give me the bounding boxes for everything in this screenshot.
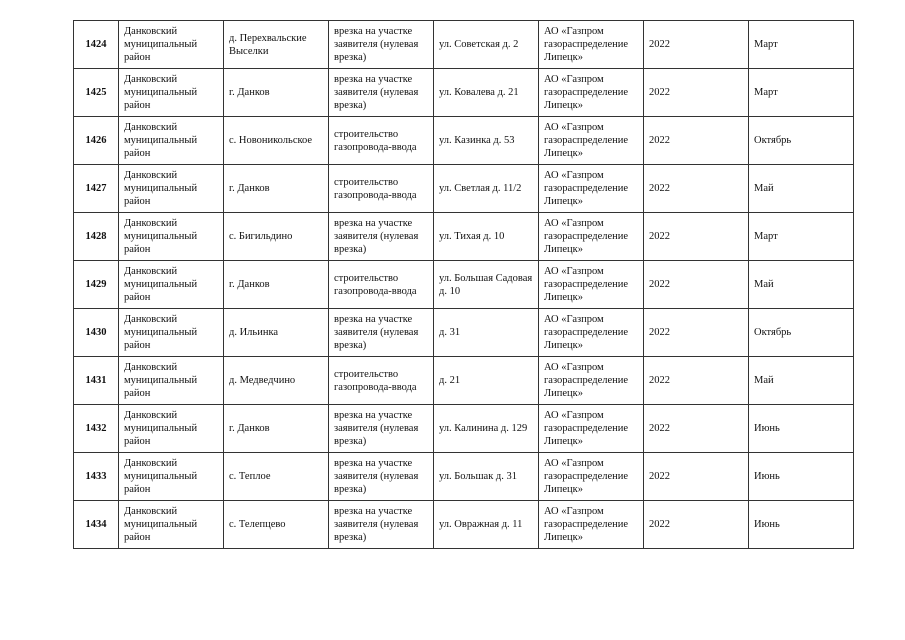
year-cell: 2022 (644, 117, 749, 165)
table-row (74, 69, 854, 117)
work-type-cell: врезка на участке заявителя (нулевая врезка) (329, 309, 434, 357)
table-row (74, 261, 854, 309)
year-cell: 2022 (644, 165, 749, 213)
locality-cell: г. Данков (224, 165, 329, 213)
row-number-cell: 1434 (74, 501, 119, 549)
table-row (74, 405, 854, 453)
district-cell: Данковский муниципальный район (119, 261, 224, 309)
address-cell: д. 31 (434, 309, 539, 357)
organization-cell: АО «Газпром газораспределение Липецк» (539, 501, 644, 549)
year-cell: 2022 (644, 453, 749, 501)
district-cell: Данковский муниципальный район (119, 21, 224, 69)
table-body (74, 21, 854, 549)
year-cell: 2022 (644, 261, 749, 309)
work-type-cell: строительство газопровода-ввода (329, 357, 434, 405)
locality-cell: д. Перехвальские Выселки (224, 21, 329, 69)
address-cell: ул. Казинка д. 53 (434, 117, 539, 165)
organization-cell: АО «Газпром газораспределение Липецк» (539, 357, 644, 405)
month-cell: Март (749, 21, 854, 69)
locality-cell: г. Данков (224, 405, 329, 453)
year-cell: 2022 (644, 309, 749, 357)
month-cell: Июнь (749, 405, 854, 453)
month-cell: Июнь (749, 453, 854, 501)
district-cell: Данковский муниципальный район (119, 501, 224, 549)
month-cell: Март (749, 213, 854, 261)
row-number-cell: 1432 (74, 405, 119, 453)
address-cell: ул. Большая Садовая д. 10 (434, 261, 539, 309)
district-cell: Данковский муниципальный район (119, 309, 224, 357)
table-row (74, 501, 854, 549)
district-cell: Данковский муниципальный район (119, 405, 224, 453)
work-type-cell: строительство газопровода-ввода (329, 261, 434, 309)
year-cell: 2022 (644, 21, 749, 69)
row-number-cell: 1429 (74, 261, 119, 309)
address-cell: ул. Ковалева д. 21 (434, 69, 539, 117)
locality-cell: г. Данков (224, 261, 329, 309)
year-cell: 2022 (644, 501, 749, 549)
address-cell: ул. Овражная д. 11 (434, 501, 539, 549)
work-type-cell: строительство газопровода-ввода (329, 117, 434, 165)
table-row (74, 165, 854, 213)
table-row (74, 21, 854, 69)
work-type-cell: врезка на участке заявителя (нулевая врезка) (329, 453, 434, 501)
year-cell: 2022 (644, 69, 749, 117)
month-cell: Май (749, 261, 854, 309)
address-cell: ул. Тихая д. 10 (434, 213, 539, 261)
row-number-cell: 1430 (74, 309, 119, 357)
month-cell: Октябрь (749, 309, 854, 357)
district-cell: Данковский муниципальный район (119, 213, 224, 261)
document-page (73, 20, 853, 549)
district-cell: Данковский муниципальный район (119, 165, 224, 213)
locality-cell: д. Ильинка (224, 309, 329, 357)
row-number-cell: 1427 (74, 165, 119, 213)
address-cell: ул. Советская д. 2 (434, 21, 539, 69)
organization-cell: АО «Газпром газораспределение Липецк» (539, 69, 644, 117)
month-cell: Октябрь (749, 117, 854, 165)
organization-cell: АО «Газпром газораспределение Липецк» (539, 405, 644, 453)
row-number-cell: 1426 (74, 117, 119, 165)
locality-cell: с. Бигильдино (224, 213, 329, 261)
work-type-cell: строительство газопровода-ввода (329, 165, 434, 213)
gasification-schedule-table (73, 20, 854, 549)
month-cell: Май (749, 357, 854, 405)
table-row (74, 357, 854, 405)
organization-cell: АО «Газпром газораспределение Липецк» (539, 117, 644, 165)
row-number-cell: 1425 (74, 69, 119, 117)
row-number-cell: 1428 (74, 213, 119, 261)
address-cell: ул. Калинина д. 129 (434, 405, 539, 453)
row-number-cell: 1424 (74, 21, 119, 69)
organization-cell: АО «Газпром газораспределение Липецк» (539, 453, 644, 501)
district-cell: Данковский муниципальный район (119, 69, 224, 117)
district-cell: Данковский муниципальный район (119, 453, 224, 501)
month-cell: Март (749, 69, 854, 117)
table-row (74, 453, 854, 501)
district-cell: Данковский муниципальный район (119, 117, 224, 165)
year-cell: 2022 (644, 405, 749, 453)
organization-cell: АО «Газпром газораспределение Липецк» (539, 261, 644, 309)
locality-cell: с. Новоникольское (224, 117, 329, 165)
row-number-cell: 1431 (74, 357, 119, 405)
address-cell: ул. Большак д. 31 (434, 453, 539, 501)
table-row (74, 117, 854, 165)
organization-cell: АО «Газпром газораспределение Липецк» (539, 309, 644, 357)
organization-cell: АО «Газпром газораспределение Липецк» (539, 21, 644, 69)
month-cell: Май (749, 165, 854, 213)
row-number-cell: 1433 (74, 453, 119, 501)
locality-cell: д. Медведчино (224, 357, 329, 405)
locality-cell: с. Теплое (224, 453, 329, 501)
year-cell: 2022 (644, 357, 749, 405)
work-type-cell: врезка на участке заявителя (нулевая врезка) (329, 69, 434, 117)
work-type-cell: врезка на участке заявителя (нулевая врезка) (329, 213, 434, 261)
table-row (74, 309, 854, 357)
table-row (74, 213, 854, 261)
year-cell: 2022 (644, 213, 749, 261)
organization-cell: АО «Газпром газораспределение Липецк» (539, 213, 644, 261)
month-cell: Июнь (749, 501, 854, 549)
work-type-cell: врезка на участке заявителя (нулевая врезка) (329, 21, 434, 69)
work-type-cell: врезка на участке заявителя (нулевая врезка) (329, 501, 434, 549)
locality-cell: с. Телепцево (224, 501, 329, 549)
address-cell: ул. Светлая д. 11/2 (434, 165, 539, 213)
district-cell: Данковский муниципальный район (119, 357, 224, 405)
address-cell: д. 21 (434, 357, 539, 405)
organization-cell: АО «Газпром газораспределение Липецк» (539, 165, 644, 213)
work-type-cell: врезка на участке заявителя (нулевая врезка) (329, 405, 434, 453)
locality-cell: г. Данков (224, 69, 329, 117)
